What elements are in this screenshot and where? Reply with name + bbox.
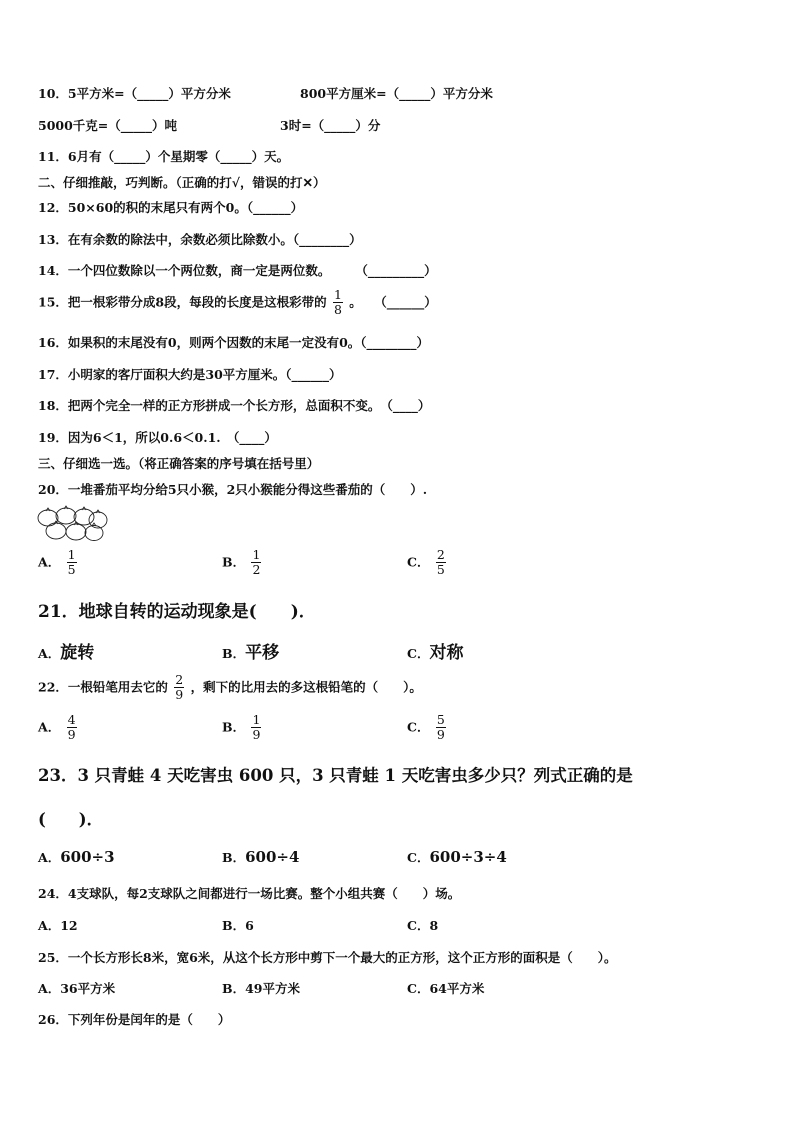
option-fraction — [251, 713, 261, 743]
q23: 23．3 只青蛙 4 天吃害虫 600 只，3 只青蛙 1 天吃害虫多少只？列式正确的是 — [38, 766, 633, 785]
tomatoes-icon — [36, 504, 108, 542]
q22-option-a — [38, 713, 79, 743]
q23-paren: ( )． — [38, 810, 104, 829]
q24-option-a — [38, 916, 78, 934]
q18: 18．把两个完全一样的正方形拼成一个长方形，总面积不变。 （____） — [38, 398, 431, 413]
q25-option-a — [38, 979, 115, 997]
q22-option-b — [222, 713, 263, 743]
numerator: 4 — [67, 712, 76, 727]
q23-option-c — [407, 848, 507, 866]
q10-part4: 3时=（_____）分 — [280, 118, 381, 133]
option-fraction — [67, 713, 77, 743]
q13: 13．在有余数的除法中，余数必须比除数小。（________） — [38, 232, 362, 247]
option-text: 600÷4 — [245, 848, 300, 866]
numerator: 2 — [175, 672, 184, 687]
option-text: 64平方米 — [429, 981, 485, 996]
option-label: A． — [38, 918, 61, 933]
q20: 20．一堆番茄平均分给5只小猴，2只小猴能分得这些番茄的（ ）. — [38, 482, 428, 497]
option-label: A． — [38, 850, 61, 865]
q20-option-b — [222, 548, 263, 578]
q21-option-b — [222, 638, 279, 663]
numerator: 1 — [333, 287, 342, 302]
q12: 12．50×60的积的末尾只有两个0。（______） — [38, 200, 304, 215]
q23-option-a — [38, 848, 115, 866]
q22-option-c — [407, 713, 448, 743]
q15-blank: 。 （______） — [349, 294, 437, 310]
denominator: 8 — [333, 302, 342, 318]
option-label: A． — [38, 646, 61, 661]
option-label: B． — [222, 646, 246, 661]
denominator: 9 — [252, 727, 261, 743]
q21: 21．地球自转的运动现象是( )． — [38, 602, 316, 622]
q22 — [38, 673, 422, 703]
denominator: 2 — [252, 562, 261, 578]
option-label: B． — [222, 981, 246, 996]
option-label: B． — [222, 554, 246, 570]
q26: 26．下列年份是闰年的是（ ） — [38, 1012, 231, 1027]
q19: 19．因为6＜1，所以0.6＜0.1. （____） — [38, 430, 277, 445]
denominator: 5 — [436, 562, 445, 578]
q20-option-a — [38, 548, 79, 578]
option-text: 6 — [245, 918, 254, 933]
option-label: A． — [38, 719, 61, 735]
q24-option-b — [222, 916, 254, 934]
option-fraction — [67, 548, 77, 578]
option-text: 旋转 — [60, 643, 95, 663]
option-label: A． — [38, 554, 61, 570]
option-label: C． — [407, 646, 430, 661]
option-fraction — [251, 548, 261, 578]
option-label: C． — [407, 719, 430, 735]
q10-part3: 5000千克=（_____）吨 — [38, 118, 178, 133]
option-label: B． — [222, 719, 246, 735]
q10-part2: 800平方厘米=（_____）平方分米 — [300, 86, 493, 101]
q22-text: 22．一根铅笔用去它的 — [38, 679, 168, 695]
q16: 16．如果积的末尾没有0，则两个因数的末尾一定没有0。（________） — [38, 335, 430, 350]
q15-text: 15．把一根彩带分成8段，每段的长度是这根彩带的 — [38, 294, 327, 310]
option-text: 49平方米 — [245, 981, 300, 996]
numerator: 2 — [436, 547, 445, 562]
numerator: 5 — [436, 712, 445, 727]
option-label: B． — [222, 850, 246, 865]
option-text: 12 — [60, 918, 78, 933]
option-label: B． — [222, 918, 246, 933]
option-text: 平移 — [245, 643, 280, 663]
option-text: 对称 — [429, 643, 464, 663]
q17: 17．小明家的客厅面积大约是30平方厘米。（______） — [38, 367, 342, 382]
denominator: 9 — [436, 727, 445, 743]
q20-option-c — [407, 548, 448, 578]
q22-text-2: ，剩下的比用去的多这根铅笔的（ ）。 — [190, 679, 422, 695]
denominator: 9 — [67, 727, 76, 743]
option-label: C． — [407, 918, 430, 933]
section-2-heading: 二、仔细推敲，巧判断。（正确的打√，错误的打✕） — [38, 175, 326, 190]
option-text: 600÷3÷4 — [429, 848, 507, 866]
option-fraction — [436, 548, 446, 578]
q24: 24．4支球队，每2支球队之间都进行一场比赛。整个小组共赛（ ）场。 — [38, 886, 461, 901]
q23-option-b — [222, 848, 299, 866]
option-text: 8 — [429, 918, 439, 933]
q25-option-b — [222, 979, 300, 997]
numerator: 1 — [252, 712, 261, 727]
option-text: 36平方米 — [60, 981, 116, 996]
q25-option-c — [407, 979, 484, 997]
option-label: C． — [407, 850, 430, 865]
q21-option-c — [407, 638, 463, 663]
q25: 25．一个长方形长8米，宽6米，从这个长方形中剪下一个最大的正方形，这个正方形的面积是（ ）。 — [38, 950, 617, 965]
q11: 11．6月有（_____）个星期零（_____）天。 — [38, 149, 290, 164]
denominator: 5 — [67, 562, 76, 578]
numerator: 1 — [67, 547, 76, 562]
q21-option-a — [38, 638, 94, 663]
option-fraction — [436, 713, 446, 743]
q24-option-c — [407, 916, 438, 934]
denominator: 9 — [175, 687, 184, 703]
section-3-heading: 三、仔细选一选。（将正确答案的序号填在括号里） — [38, 456, 320, 471]
numerator: 1 — [252, 547, 261, 562]
option-label: C． — [407, 981, 430, 996]
option-text: 600÷3 — [60, 848, 115, 866]
q14: 14．一个四位数除以一个两位数，商一定是两位数。 （_________） — [38, 263, 437, 278]
q10-part1: 10．5平方米=（_____）平方分米 — [38, 86, 231, 101]
q22-fraction — [174, 673, 184, 703]
q15-fraction — [333, 288, 343, 318]
option-label: A． — [38, 981, 61, 996]
option-label: C． — [407, 554, 430, 570]
q15 — [38, 288, 437, 318]
